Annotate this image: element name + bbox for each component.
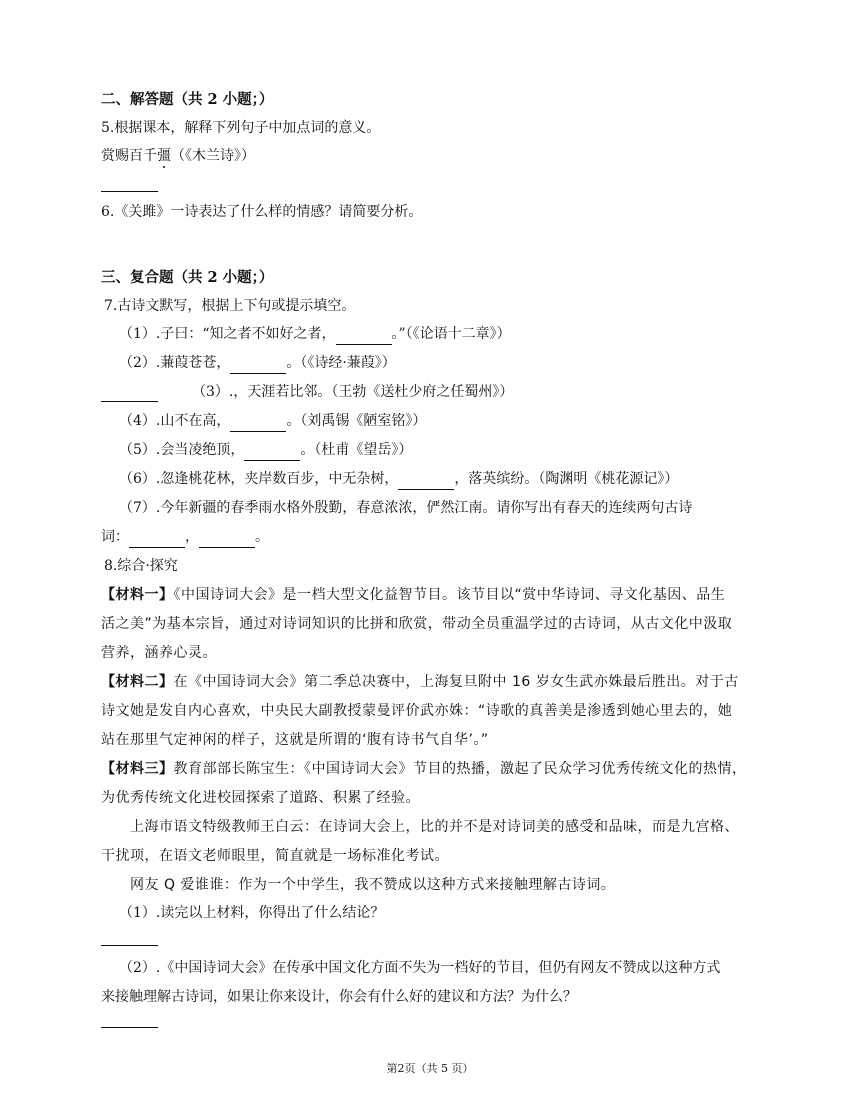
material-2-tag: 【材料二】 [101,674,174,690]
q7-item-7-blank-a[interactable] [129,527,185,548]
q7-item-2-text: （2）.蒹葭苍苍， [119,355,231,371]
q7-item-1 [119,324,511,345]
q7-item-4 [119,411,426,432]
q7-item-3-blank[interactable] [101,401,158,402]
wang-baiyun-line-1: 上海市语文特级教师王白云：在诗词大会上，比的并不是对诗词美的感受和品味，而是九宫格、 [130,819,739,835]
wang-baiyun-line-2: 干扰项，在语文老师眼里，简直就是一场标准化考试。 [101,848,449,864]
answer-line-q8-2[interactable] [101,1027,158,1028]
q7-item-5 [119,440,412,461]
q5-dotted-char: 彊 [157,148,171,164]
q7-item-2-source: 。（《诗经·蒹葭》） [286,355,396,371]
section-heading-3: 三、复合题（共 2 小题；） [101,269,274,286]
q7-item-2-blank[interactable] [230,353,286,374]
q7-item-4-text: （4）.山不在高， [119,413,231,429]
page-footer: 第2页（共 5 页） [386,1062,474,1075]
q7-item-3: （3）.，天涯若比邻。（王勃《送杜少府之任蜀州》） [192,384,514,400]
material-1-line-3: 营养，涵养心灵。 [101,645,217,661]
q7-item-7-period: 。 [255,529,269,545]
q7-item-1-source: 。”（《论语十二章》） [391,326,511,342]
material-1-tag: 【材料一】 [101,587,174,603]
material-3-line-1 [101,759,747,779]
netizen-comment: 网友 Q 爱谁谁：作为一个中学生，我不赞成以这种方式来接触理解古诗词。 [130,877,616,893]
section-heading-2: 二、解答题（共 2 小题；） [101,91,274,108]
q7-item-7-cont [101,527,269,548]
q8-sub-1: （1）.读完以上材料，你得出了什么结论？ [119,905,385,921]
q5-sentence-pre: 赏赐百千 [101,148,157,164]
q8-sub-2-line-2: 来接触理解古诗词，如果让你来设计，你会有什么好的建议和方法？为什么？ [101,989,577,1005]
q7-item-6-source: ，落英缤纷。（陶渊明《桃花源记》） [454,471,679,487]
material-1-text-1: 《中国诗词大会》是一档大型文化益智节目。该节目以“赏中华诗词、寻文化基因、品生 [173,587,726,603]
material-3-text-1: 教育部部长陈宝生：《中国诗词大会》节目的热播，激起了民众学习优秀传统文化的热情， [173,761,747,777]
q7-item-7: （7）.今年新疆的春季雨水格外殷勤，春意浓浓，俨然江南。请你写出有春天的连续两句古诗 [119,500,693,516]
material-2-line-3: 站在那里气定神闲的样子，这就是所谓的‘腹有诗书气自华’。” [101,732,489,748]
q7-item-5-blank[interactable] [244,440,300,461]
material-2-line-2: 诗文她是发自内心喜欢，中央民大副教授蒙曼评价武亦姝：“诗歌的真善美是渗透到她心里去的，她 [101,703,733,719]
question-8-prompt: 8.综合·探究 [104,558,178,574]
answer-line-q8-1[interactable] [101,945,158,946]
question-6-prompt: 6.《关雎》一诗表达了什么样的情感？请简要分析。 [101,204,423,220]
q7-item-7-comma: ， [185,529,199,545]
q7-item-6 [119,469,678,490]
q5-sentence-post: （《木兰诗》） [171,148,255,164]
material-1-line-2: 活之美”为基本宗旨，通过对诗词知识的比拼和欣赏，带动全员重温学过的古诗词，从古文化中汲取 [101,616,733,632]
q7-item-6-text: （6）.忽逢桃花林，夹岸数百步，中无杂树， [119,471,399,487]
material-2-text-1: 在《中国诗词大会》第二季总决赛中，上海复旦附中 16 岁女生武亦姝最后胜出。对于古 [173,674,739,690]
q7-item-4-source: 。（刘禹锡《陋室铭》） [286,413,427,429]
question-7-prompt: 7.古诗文默写，根据上下句或提示填空。 [104,298,356,314]
q8-sub-2-line-1: （2）.《中国诗词大会》在传承中国文化方面不失为一档好的节目，但仍有网友不赞成以这种方式 [119,960,721,976]
question-5-sentence [101,146,255,166]
q7-item-4-blank[interactable] [230,411,286,432]
q7-item-1-blank[interactable] [336,324,392,345]
answer-line-q5[interactable] [101,191,158,192]
material-3-line-2: 为优秀传统文化进校园探索了道路、积累了经验。 [101,790,420,806]
q7-item-7-cont-label: 词： [101,529,129,545]
material-2-line-1 [101,672,739,692]
material-3-tag: 【材料三】 [101,761,174,777]
q7-item-1-text: （1）.子曰：“知之者不如好之者， [119,326,336,342]
q7-item-5-source: 。（杜甫《望岳》） [300,442,413,458]
q7-item-2 [119,353,396,374]
question-5-prompt: 5.根据课本，解释下列句子中加点词的意义。 [101,120,381,136]
q7-item-5-text: （5）.会当凌绝顶， [119,442,245,458]
q7-item-6-blank[interactable] [398,469,454,490]
material-1-line-1 [101,585,725,605]
q7-item-7-blank-b[interactable] [199,527,255,548]
